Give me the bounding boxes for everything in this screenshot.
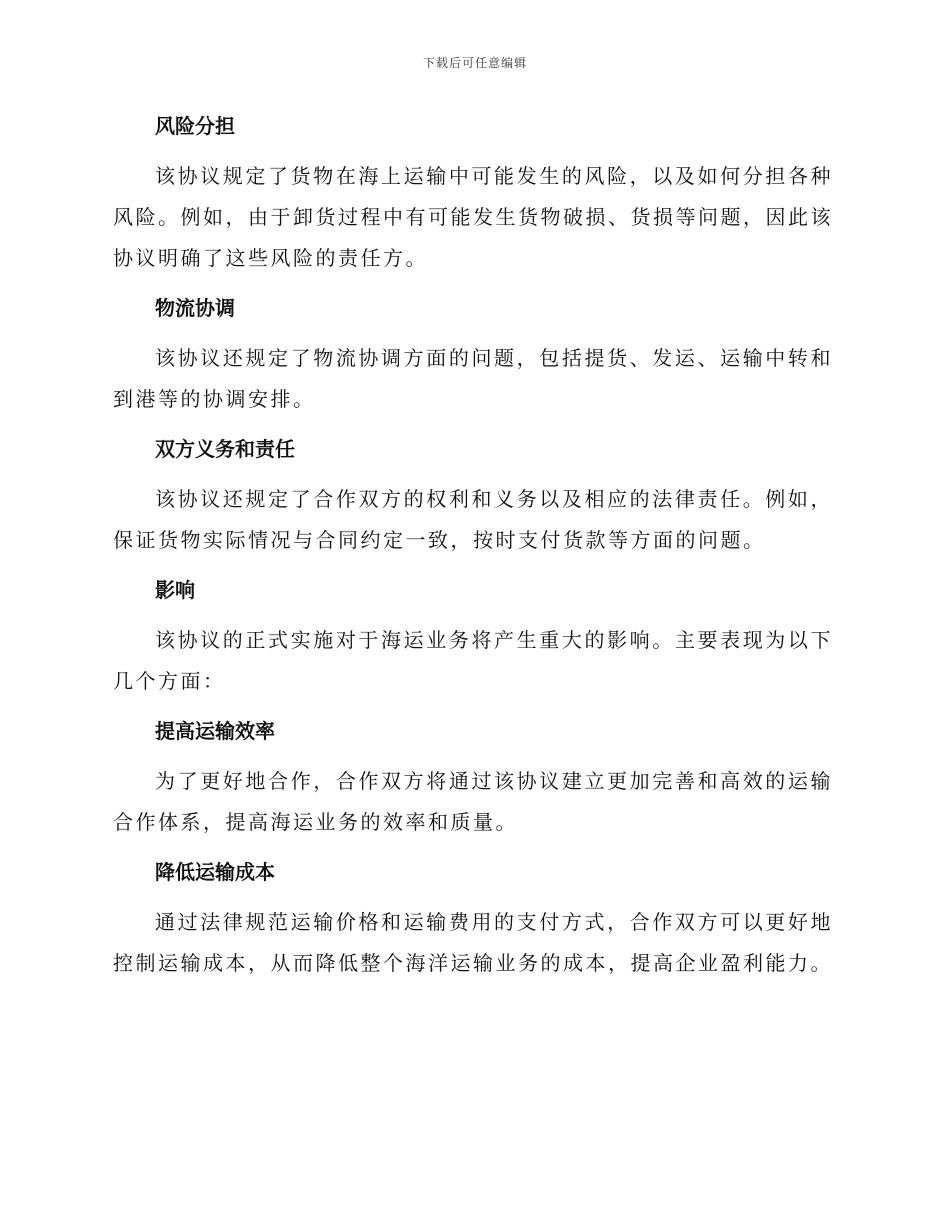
- section-paragraph: 为了更好地合作，合作双方将通过该协议建立更加完善和高效的运输合作体系，提高海运业务的效率和质量。: [113, 769, 833, 834]
- section-heading: 降低运输成本: [155, 860, 275, 884]
- section-heading: 风险分担: [155, 114, 235, 138]
- section-paragraph: 该协议的正式实施对于海运业务将产生重大的影响。主要表现为以下几个方面：: [113, 628, 833, 693]
- section-impact: [113, 572, 833, 702]
- page-header: 下载后可任意编辑: [422, 56, 527, 70]
- section-paragraph: 该协议还规定了合作双方的权利和义务以及相应的法律责任。例如，保证货物实际情况与合同约定一致，按时支付货款等方面的问题。: [113, 487, 833, 552]
- section-obligations-responsibilities: [113, 431, 833, 561]
- section-efficiency: [113, 713, 833, 843]
- section-paragraph: 该协议规定了货物在海上运输中可能发生的风险，以及如何分担各种风险。例如，由于卸货过程中有可能发生货物破损、货损等问题，因此该协议明确了这些风险的责任方。: [113, 164, 833, 270]
- section-paragraph: 该协议还规定了物流协调方面的问题，包括提货、发运、运输中转和到港等的协调安排。: [113, 346, 833, 411]
- section-heading: 影响: [155, 578, 195, 602]
- section-heading: 物流协调: [155, 296, 235, 320]
- section-logistics-coordination: [113, 290, 833, 420]
- section-risk-sharing: [113, 108, 833, 279]
- section-paragraph: 通过法律规范运输价格和运输费用的支付方式，合作双方可以更好地控制运输成本，从而降低整个海洋运输业务的成本，提高企业盈利能力。: [113, 910, 833, 975]
- section-heading: 双方义务和责任: [155, 437, 295, 461]
- document-body: [113, 108, 833, 995]
- section-cost-reduction: [113, 854, 833, 984]
- section-heading: 提高运输效率: [155, 719, 275, 743]
